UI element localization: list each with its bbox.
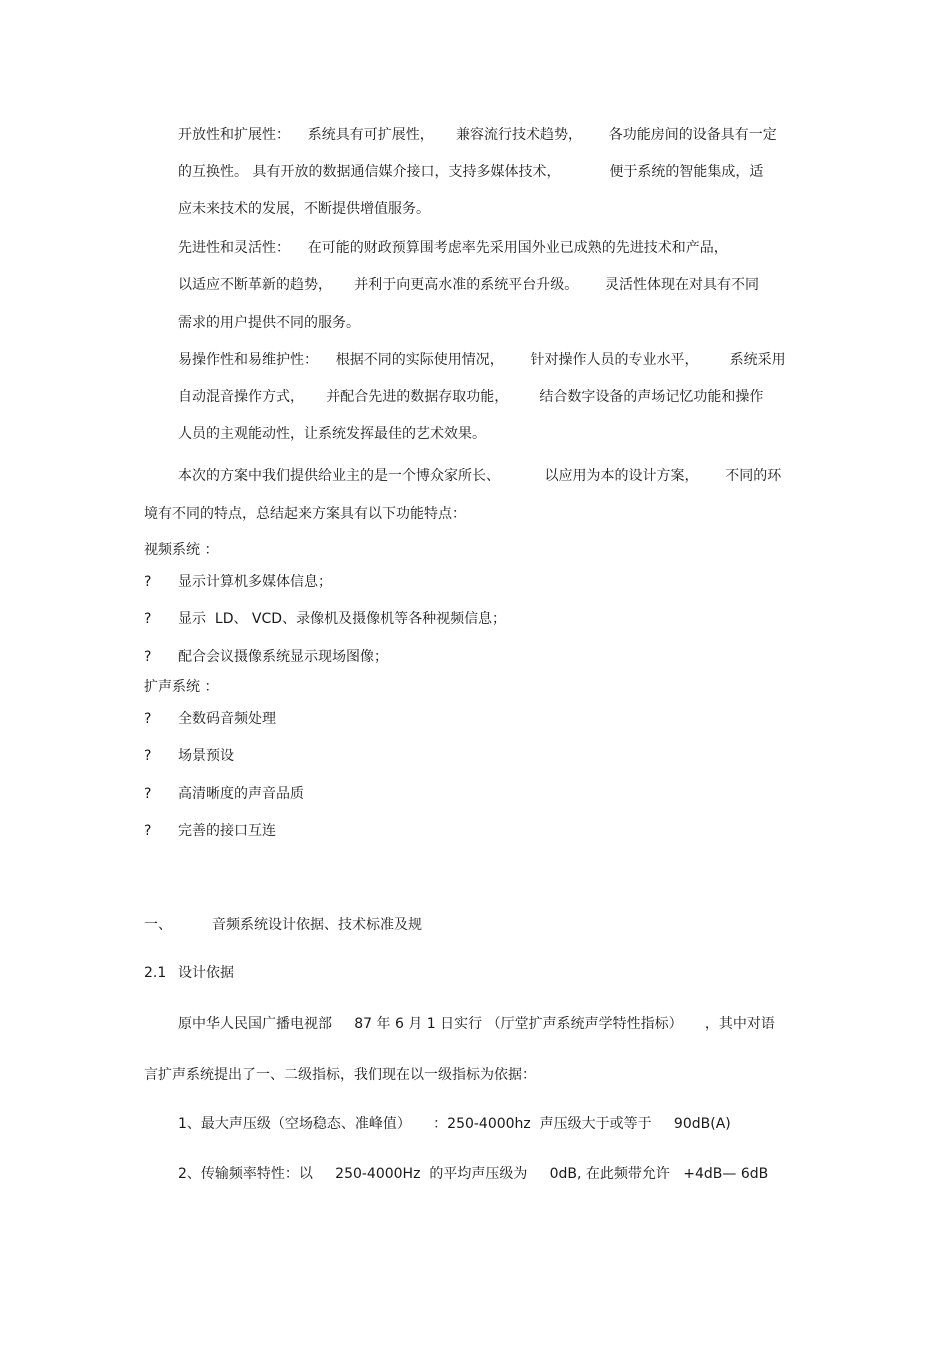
paragraph-openness-line-3: 应未来技术的发展，不断提供增值服务。 bbox=[178, 201, 430, 217]
section-number: 一、 bbox=[144, 917, 172, 933]
paragraph-usability-line-2: 自动混音操作方式， 并配合先进的数据存取功能， 结合数字设备的声场记忆功能和操作 bbox=[178, 389, 764, 405]
audio-bullet-4: ? bbox=[144, 823, 152, 839]
video-item-2: 显示 LD、 VCD、录像机及摄像机等各种视频信息； bbox=[178, 611, 507, 627]
video-item-1: 显示计算机多媒体信息； bbox=[178, 574, 332, 590]
paragraph-advanced-line-2: 以适应不断革新的趋势， 并利于向更高水准的系统平台升级。 灵活性体现在对具有不同 bbox=[178, 277, 759, 293]
paragraph-usability-line-3: 人员的主观能动性，让系统发挥最佳的艺术效果。 bbox=[178, 426, 486, 442]
paragraph-summary-line-2: 境有不同的特点，总结起来方案具有以下功能特点： bbox=[144, 506, 466, 522]
video-bullet-1: ? bbox=[144, 574, 152, 590]
audio-bullet-2: ? bbox=[144, 748, 152, 764]
audio-bullet-3: ? bbox=[144, 786, 152, 802]
basis-line-1: 原中华人民国广播电视部 87 年 6 月 1 日实行 （厅堂扩声系统声学特性指标） ，其中对语 bbox=[178, 1016, 775, 1032]
basis-line-2: 言扩声系统提出了一、二级指标，我们现在以一级指标为依据： bbox=[144, 1067, 536, 1083]
audio-bullet-1: ? bbox=[144, 711, 152, 727]
audio-item-3: 高清晰度的声音品质 bbox=[178, 786, 304, 802]
paragraph-openness-line-1: 开放性和扩展性： 系统具有可扩展性， 兼容流行技术趋势， 各功能房间的设备具有一定 bbox=[178, 127, 777, 143]
spec-item-2: 2、传输频率特性：以 250-4000Hz 的平均声压级为 0dB, 在此频带允许 +4dB— 6dB bbox=[178, 1166, 769, 1182]
video-bullet-3: ? bbox=[144, 649, 152, 665]
video-system-heading: 视频系统 ： bbox=[144, 542, 219, 558]
section-title: 音频系统设计依据、技术标准及规 bbox=[212, 917, 422, 933]
paragraph-openness-line-2: 的互换性。 具有开放的数据通信媒介接口，支持多媒体技术， 便于系统的智能集成，适 bbox=[178, 164, 764, 180]
video-bullet-2: ? bbox=[144, 611, 152, 627]
paragraph-usability-line-1: 易操作性和易维护性： 根据不同的实际使用情况， 针对操作人员的专业水平， 系统采用 bbox=[178, 352, 786, 368]
audio-item-2: 场景预设 bbox=[178, 748, 234, 764]
audio-item-4: 完善的接口互连 bbox=[178, 823, 276, 839]
audio-item-1: 全数码音频处理 bbox=[178, 711, 276, 727]
subsection-number: 2.1 bbox=[144, 965, 167, 981]
video-item-3: 配合会议摄像系统显示现场图像； bbox=[178, 649, 388, 665]
audio-system-heading: 扩声系统 ： bbox=[144, 679, 219, 695]
paragraph-advanced-line-3: 需求的用户提供不同的服务。 bbox=[178, 315, 360, 331]
paragraph-summary-line-1: 本次的方案中我们提供给业主的是一个博众家所长、 以应用为本的设计方案， 不同的环 bbox=[178, 468, 782, 484]
paragraph-advanced-line-1: 先进性和灵活性： 在可能的财政预算围考虑率先采用国外业已成熟的先进技术和产品， bbox=[178, 240, 728, 256]
subsection-title: 设计依据 bbox=[178, 965, 234, 981]
spec-item-1: 1、最大声压级（空场稳态、准峰值） ：250-4000hz 声压级大于或等于 90dB(A) bbox=[178, 1116, 731, 1132]
